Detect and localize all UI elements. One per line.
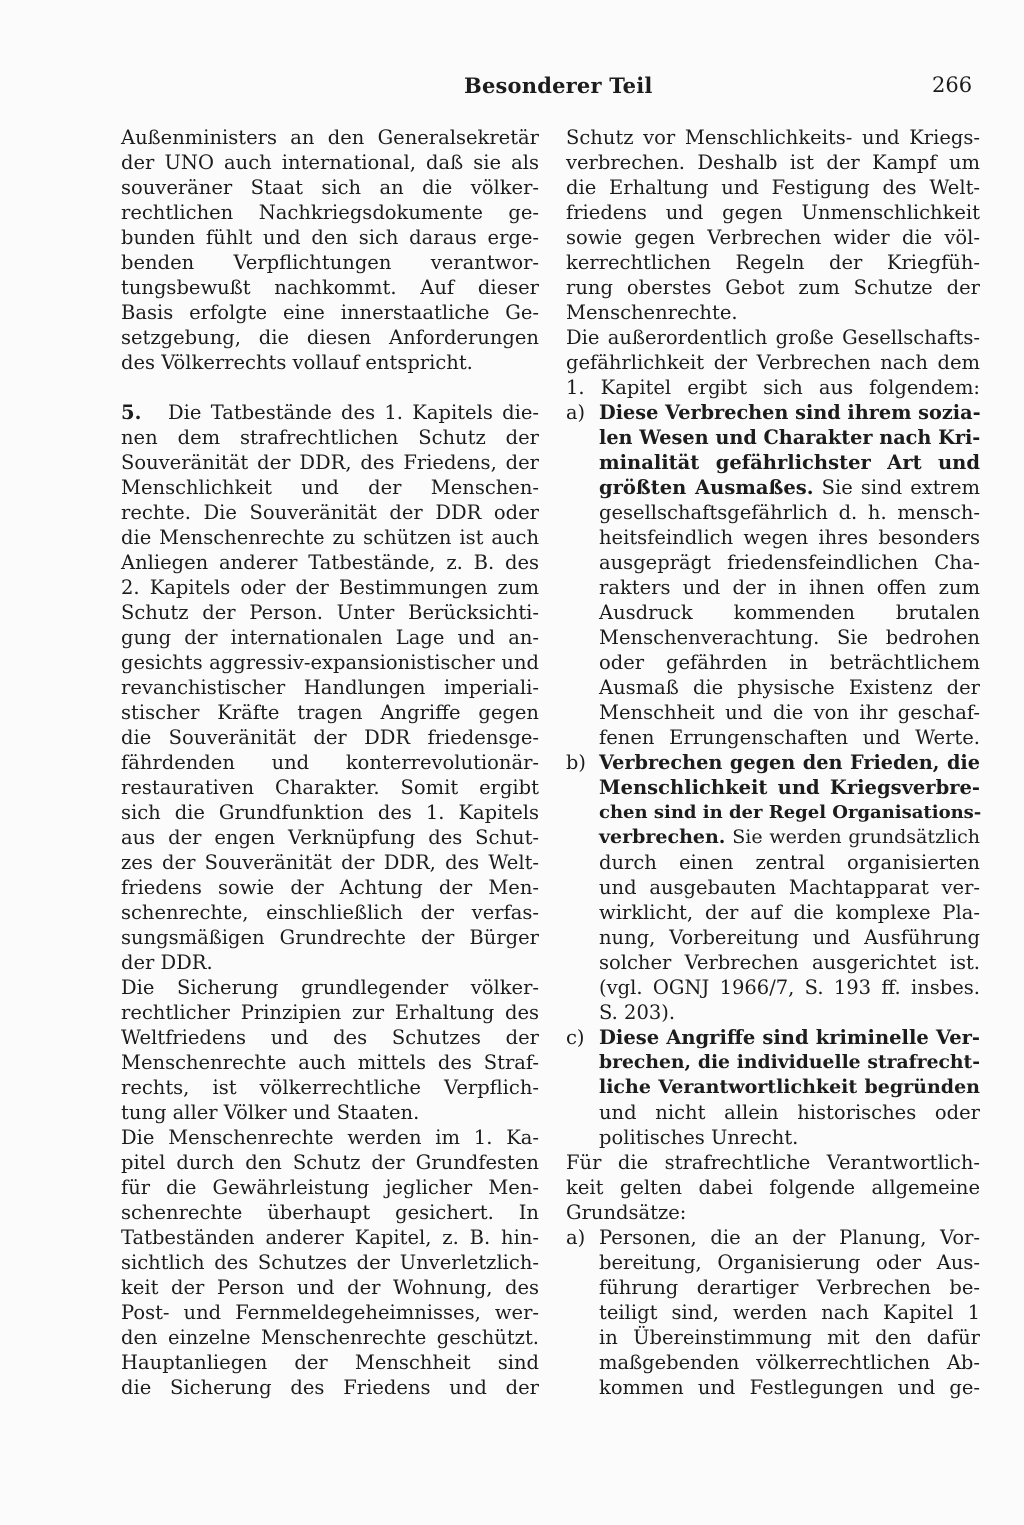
line-text: friedens sowie der Achtung der Men- — [121, 876, 539, 899]
text-line — [121, 650, 539, 675]
line-text: Souveränität der DDR, des Friedens, der — [121, 451, 539, 474]
text-line — [566, 225, 980, 250]
text-line — [121, 800, 539, 825]
text-line — [121, 425, 539, 450]
line-text: rakters und der in ihnen offen zum — [599, 576, 980, 599]
text-line — [566, 600, 980, 625]
text-line — [121, 325, 539, 350]
text-line — [566, 200, 980, 225]
text-line — [566, 250, 980, 275]
line-text: Weltfriedens und des Schutzes der — [121, 1026, 539, 1049]
line-text: rechtlichen Nachkriegsdokumente ge- — [121, 201, 539, 224]
line-text: Menschlichkeit und der Menschen- — [121, 476, 539, 499]
text-line — [121, 250, 539, 275]
line-text: benden Verpflichtungen verantwor- — [121, 251, 539, 274]
text-line — [566, 475, 980, 500]
text-line — [566, 125, 980, 150]
line-text: Basis erfolgte eine innerstaatliche Ge- — [121, 301, 539, 324]
text-line — [566, 875, 980, 900]
line-text: Schutz der Person. Unter Berücksichti- — [121, 601, 539, 624]
text-line — [121, 1050, 539, 1075]
line-text: sowie gegen Verbrechen wider die völ- — [566, 226, 980, 249]
text-line — [566, 850, 980, 875]
bold-text: chen sind in der Regel Organisations- — [599, 802, 982, 823]
line-text: stischer Kräfte tragen Angriffe gegen — [121, 701, 539, 724]
line-text: aus der engen Verknüpfung des Schut- — [121, 826, 539, 849]
text-line — [121, 500, 539, 525]
text-line — [566, 950, 980, 975]
text-line — [566, 1275, 980, 1300]
line-text: teiligt sind, werden nach Kapitel 1 — [599, 1301, 980, 1324]
text-line — [121, 900, 539, 925]
line-text: revanchistischer Handlungen imperiali- — [121, 676, 539, 699]
bold-text: brechen, die individuelle strafrecht- — [599, 1051, 980, 1073]
text-line — [566, 625, 980, 650]
text-line — [121, 700, 539, 725]
text-line — [566, 1150, 980, 1175]
line-text: Ausmaß die physische Existenz der — [599, 676, 980, 699]
line-text: und nicht allein historisches oder — [599, 1101, 980, 1124]
text-line — [566, 700, 980, 725]
text-line — [566, 425, 980, 450]
right-text-column — [566, 125, 980, 1400]
line-text: durch einen zentral organisierten — [599, 851, 980, 874]
line-text: die Souveränität der DDR friedensge- — [121, 726, 539, 749]
text-line — [121, 600, 539, 625]
text-line — [121, 775, 539, 800]
text-line — [121, 225, 539, 250]
line-text: Hauptanliegen der Menschheit sind — [121, 1351, 539, 1374]
line-text: in Übereinstimmung mit den dafür — [599, 1326, 980, 1349]
line-text: Menschenrechte auch mittels des Straf- — [121, 1051, 539, 1074]
list-marker: b) — [566, 751, 586, 774]
list-marker: a) — [566, 1226, 586, 1249]
text-line — [566, 275, 980, 300]
line-text: Personen, die an der Planung, Vor- — [599, 1226, 980, 1249]
line-text: maßgebenden völkerrechtlichen Ab- — [599, 1351, 980, 1374]
text-line — [121, 1325, 539, 1350]
line-text: Die Menschenrechte werden im 1. Ka- — [121, 1126, 539, 1149]
text-line — [121, 1025, 539, 1050]
text-line — [566, 500, 980, 525]
text-line — [566, 525, 980, 550]
text-line — [566, 1350, 980, 1375]
text-line — [121, 725, 539, 750]
text-line — [566, 550, 980, 575]
text-line — [121, 475, 539, 500]
line-text: wirklicht, der auf die komplexe Pla- — [599, 901, 980, 924]
line-text: zes der Souveränität der DDR, des Welt- — [121, 851, 539, 874]
text-line — [121, 275, 539, 300]
line-text: solcher Verbrechen ausgerichtet ist. — [599, 951, 980, 974]
text-line — [566, 1200, 980, 1225]
line-text: pitel durch den Schutz der Grundfesten — [121, 1151, 539, 1174]
text-line — [566, 400, 980, 425]
text-line — [566, 1100, 980, 1125]
line-text: kommen und Festlegungen und ge- — [599, 1376, 980, 1399]
line-text: die Menschenrechte zu schützen ist auch — [121, 526, 539, 549]
text-line — [566, 1000, 980, 1025]
text-line — [566, 825, 980, 850]
bold-text: Menschlichkeit und Kriegsverbre- — [599, 776, 980, 799]
text-line — [566, 1225, 980, 1250]
line-text: heitsfeindlich wegen ihres besonders — [599, 526, 980, 549]
line-text: bereitung, Organisierung oder Aus- — [599, 1251, 980, 1274]
line-text: friedens und gegen Unmenschlichkeit — [566, 201, 980, 224]
text-line — [566, 775, 980, 800]
line-text: Menschheit und die von ihr geschaf- — [599, 701, 980, 724]
line-text: 1. Kapitel ergibt sich aus folgendem: — [566, 376, 980, 399]
list-marker: c) — [566, 1026, 585, 1049]
text-line — [566, 650, 980, 675]
line-text: Die Tatbestände des 1. Kapitels die- — [168, 401, 539, 424]
text-line — [566, 800, 980, 825]
text-line — [121, 1200, 539, 1225]
line-text: gesellschaftsgefährlich d. h. mensch- — [599, 501, 980, 524]
line-text: die Erhaltung und Festigung des Welt- — [566, 176, 980, 199]
text-line — [566, 750, 980, 775]
text-line — [121, 1175, 539, 1200]
text-line — [121, 675, 539, 700]
line-text: gesichts aggressiv-expansionistischer und — [121, 651, 539, 674]
line-text: S. 203). — [599, 1001, 676, 1024]
line-text: ausgeprägt friedensfeindlichen Cha- — [599, 551, 980, 574]
line-text: Die Sicherung grundlegender völker- — [121, 976, 539, 999]
line-text: gefährlichkeit der Verbrechen nach dem — [566, 351, 980, 374]
text-line — [566, 575, 980, 600]
text-line — [566, 1175, 980, 1200]
line-text: schenrechte, einschließlich der verfas- — [121, 901, 539, 924]
text-line — [121, 1075, 539, 1100]
text-line — [121, 1300, 539, 1325]
line-text: souveräner Staat sich an die völker- — [121, 176, 539, 199]
text-line — [121, 1250, 539, 1275]
text-line — [121, 975, 539, 1000]
paragraph-gap — [121, 375, 539, 400]
text-line — [566, 350, 980, 375]
bold-text: liche Verantwortlichkeit begründen — [599, 1076, 980, 1098]
bold-text: Diese Angriffe sind kriminelle Ver- — [599, 1026, 980, 1049]
text-line — [121, 125, 539, 150]
line-text: sichtlich des Schutzes der Unverletzlich- — [121, 1251, 539, 1274]
line-text: fährdenden und konterrevolutionär- — [121, 751, 539, 774]
bold-text: größten Ausmaßes. — [599, 476, 814, 499]
text-line — [566, 1125, 980, 1150]
text-line — [566, 1250, 980, 1275]
line-text: setzgebung, die diesen Anforderungen — [121, 326, 539, 349]
line-text: Grundsätze: — [566, 1201, 687, 1224]
text-line — [566, 675, 980, 700]
line-text: Schutz vor Menschlichkeits- und Kriegs- — [566, 126, 980, 149]
line-text: rechts, ist völkerrechtliche Verpflich- — [121, 1076, 539, 1099]
text-line — [566, 450, 980, 475]
line-text: nen dem strafrechtlichen Schutz der — [121, 426, 539, 449]
line-text: oder gefährden in beträchtlichem — [599, 651, 980, 674]
line-text: führung derartiger Verbrechen be- — [599, 1276, 980, 1299]
line-text: fenen Errungenschaften und Werte. — [599, 726, 980, 749]
text-line — [121, 1150, 539, 1175]
text-line — [121, 400, 539, 425]
line-text: der DDR. — [121, 951, 213, 974]
section-number: 5. — [121, 401, 142, 424]
text-line — [566, 150, 980, 175]
line-text: Die außerordentlich große Gesellschafts- — [566, 326, 980, 349]
text-line — [121, 200, 539, 225]
text-line — [566, 1050, 980, 1075]
line-tail-text: Sie werden grundsätzlich — [725, 826, 980, 848]
text-line — [566, 900, 980, 925]
text-line — [566, 325, 980, 350]
text-line — [566, 175, 980, 200]
text-line — [121, 350, 539, 375]
text-line — [121, 750, 539, 775]
line-text: Anliegen anderer Tatbestände, z. B. des — [121, 551, 539, 574]
line-text: kerrechtlichen Regeln der Kriegfüh- — [566, 251, 980, 274]
line-text: Post- und Fernmeldegeheimnisses, wer- — [121, 1301, 539, 1324]
bold-text: len Wesen und Charakter nach Kri- — [599, 426, 981, 449]
text-line — [566, 925, 980, 950]
text-line — [566, 300, 980, 325]
text-line — [121, 175, 539, 200]
line-text: 2. Kapitels oder der Bestimmungen zum — [121, 576, 539, 599]
line-text: und ausgebauten Machtapparat ver- — [599, 876, 980, 899]
bold-text: Verbrechen gegen den Frieden, die — [599, 751, 980, 774]
text-line — [566, 975, 980, 1000]
page-number: 266 — [932, 73, 973, 97]
line-text: tung aller Völker und Staaten. — [121, 1101, 420, 1124]
text-line — [566, 1075, 980, 1100]
text-line — [121, 875, 539, 900]
line-text: rung oberstes Gebot zum Schutze der — [566, 276, 980, 299]
text-line — [121, 1225, 539, 1250]
text-line — [121, 1125, 539, 1150]
line-text: Menschenverachtung. Sie bedrohen — [599, 626, 980, 649]
line-text: (vgl. OGNJ 1966/7, S. 193 ff. insbes. — [599, 976, 980, 999]
line-text: die Sicherung des Friedens und der — [121, 1376, 539, 1399]
text-line — [121, 550, 539, 575]
text-line — [121, 575, 539, 600]
text-line — [121, 1100, 539, 1125]
line-tail-text: Sie sind extrem — [813, 476, 980, 499]
line-text: bunden fühlt und den sich daraus erge- — [121, 226, 539, 249]
text-line — [121, 1000, 539, 1025]
text-line — [121, 1375, 539, 1400]
line-text: keit der Person und der Wohnung, des — [121, 1276, 539, 1299]
line-text: gung der internationalen Lage und an- — [121, 626, 539, 649]
text-line — [121, 950, 539, 975]
text-line — [121, 850, 539, 875]
line-text: rechtlicher Prinzipien zur Erhaltung des — [121, 1001, 539, 1024]
section-title: Besonderer Teil — [464, 73, 653, 98]
line-text: keit gelten dabei folgende allgemeine — [566, 1176, 980, 1199]
text-line — [566, 1325, 980, 1350]
text-line — [121, 625, 539, 650]
text-line — [566, 1025, 980, 1050]
text-line — [121, 300, 539, 325]
line-text: politisches Unrecht. — [599, 1126, 799, 1149]
text-line — [566, 725, 980, 750]
line-text: den einzelne Menschenrechte geschützt. — [121, 1326, 539, 1349]
list-marker: a) — [566, 401, 585, 424]
line-text: der UNO auch international, daß sie als — [121, 151, 539, 174]
line-text: Ausdruck kommenden brutalen — [599, 601, 980, 624]
text-line — [121, 925, 539, 950]
line-text: sich die Grundfunktion des 1. Kapitels — [121, 801, 539, 824]
text-line — [121, 1275, 539, 1300]
line-text: tungsbewußt nachkommt. Auf dieser — [121, 276, 539, 299]
line-text: Außenministers an den Generalsekretär — [121, 126, 539, 149]
line-text: für die Gewährleistung jeglicher Men- — [121, 1176, 539, 1199]
text-line — [121, 1350, 539, 1375]
left-text-column — [121, 125, 539, 1400]
line-text: verbrechen. Deshalb ist der Kampf um — [566, 151, 980, 174]
line-text: restaurativen Charakter. Somit ergibt — [121, 776, 539, 799]
text-line — [121, 525, 539, 550]
line-text: Tatbeständen anderer Kapitel, z. B. hin- — [121, 1226, 539, 1249]
text-line — [566, 1375, 980, 1400]
line-text: sungsmäßigen Grundrechte der Bürger — [121, 926, 539, 949]
bold-text: Diese Verbrechen sind ihrem sozia- — [599, 401, 981, 424]
text-line — [121, 450, 539, 475]
line-text: schenrechte überhaupt gesichert. In — [121, 1201, 539, 1224]
line-text: rechte. Die Souveränität der DDR oder — [121, 501, 539, 524]
line-text: des Völkerrechts vollauf entspricht. — [121, 351, 473, 374]
page-header — [0, 73, 1024, 105]
line-text: Menschenrechte. — [566, 301, 738, 324]
text-line — [121, 150, 539, 175]
text-line — [566, 375, 980, 400]
bold-text: minalität gefährlichster Art und — [599, 451, 980, 474]
text-line — [566, 1300, 980, 1325]
text-line — [121, 825, 539, 850]
line-text: nung, Vorbereitung und Ausführung — [599, 926, 980, 949]
line-text: Für die strafrechtliche Verantwortlich- — [566, 1151, 980, 1174]
bold-text: verbrechen. — [599, 826, 726, 848]
